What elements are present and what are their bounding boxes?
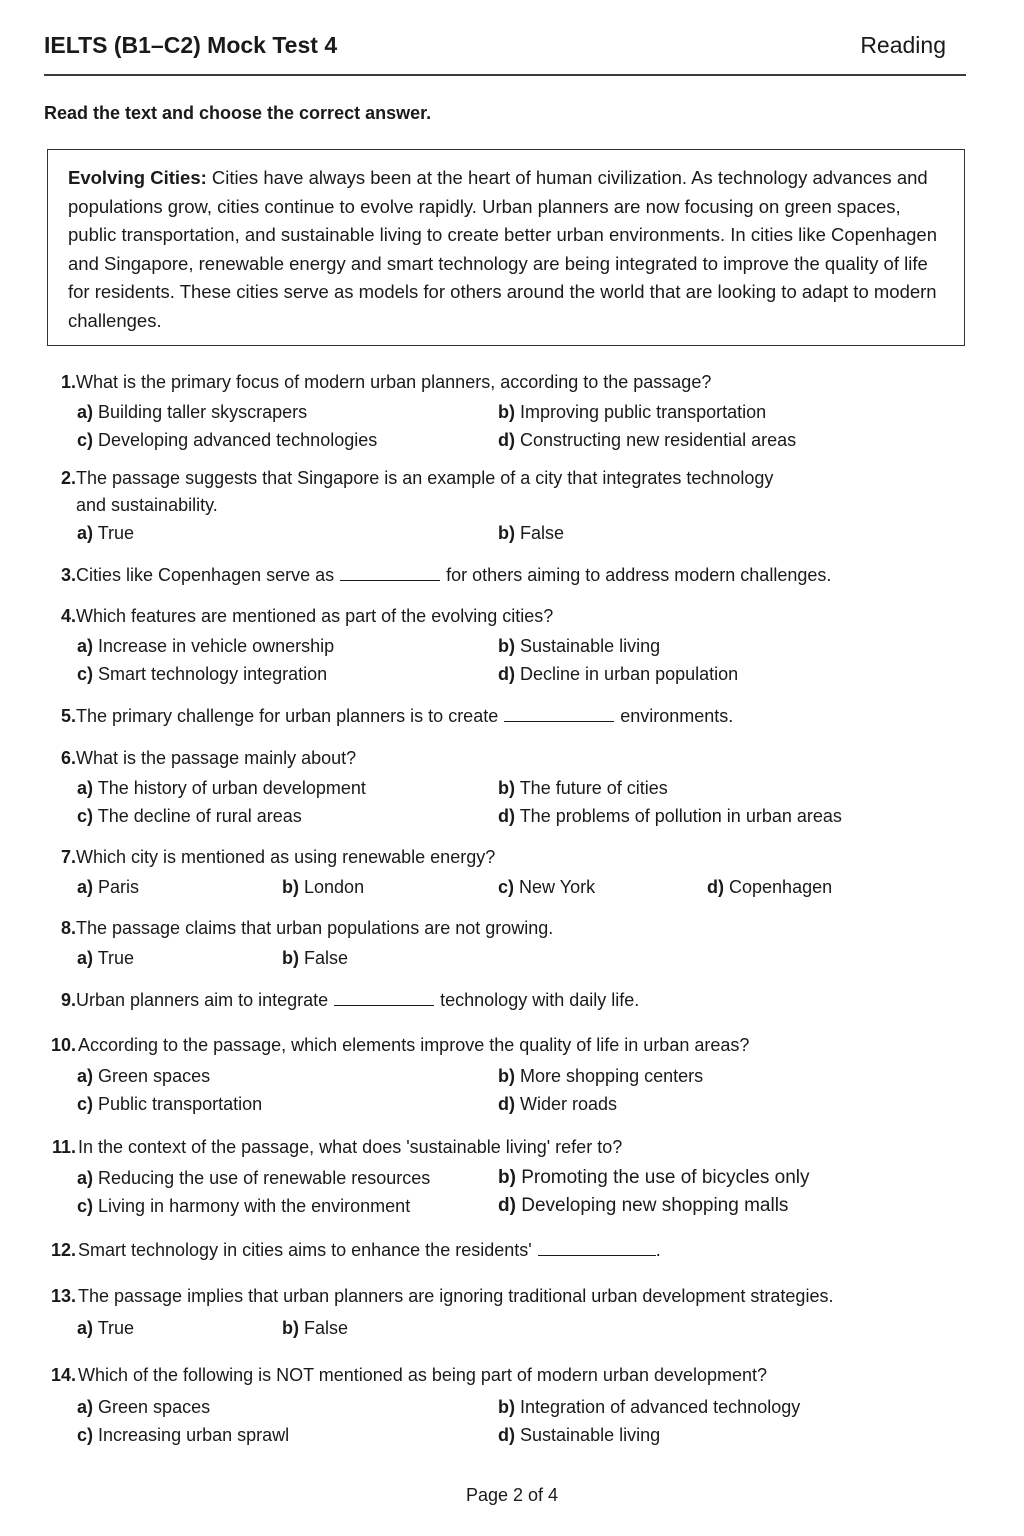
option-letter: a) bbox=[77, 402, 94, 422]
option-letter: c) bbox=[77, 1425, 94, 1445]
option-text: Integration of advanced technology bbox=[520, 1397, 801, 1417]
page-header bbox=[44, 28, 966, 76]
option-text: Increase in vehicle ownership bbox=[98, 636, 335, 656]
option-text: True bbox=[97, 948, 135, 968]
option-letter: b) bbox=[282, 948, 299, 968]
option-letter: a) bbox=[77, 1066, 94, 1086]
question-10 bbox=[44, 1032, 984, 1118]
option-text: False bbox=[304, 1318, 349, 1338]
option-text: Living in harmony with the environment bbox=[98, 1196, 411, 1216]
option-letter: d) bbox=[498, 1425, 515, 1445]
option-a[interactable] bbox=[77, 519, 134, 547]
question-7 bbox=[44, 844, 984, 901]
option-letter: d) bbox=[498, 1195, 516, 1216]
passage-text: Cities have always been at the heart of human civilization. As technology advances and populations grow, cities continue to evolve rapidly. Urban planners are now focusing on green spaces, public transportation, and sustainable living to create better urban environments. In cities like Copenhagen and Singapore, renewable energy and smart technology are being integrated to improve the quality of life for residents. These cities serve as models for others around the world that are looking to adapt to modern challenges. bbox=[68, 167, 937, 331]
question-number: 4. bbox=[60, 606, 76, 626]
option-text: Paris bbox=[98, 877, 140, 897]
option-text: False bbox=[304, 948, 349, 968]
option-d[interactable] bbox=[498, 802, 842, 830]
answer-blank[interactable] bbox=[538, 1240, 656, 1256]
document-title: IELTS (B1–C2) Mock Test 4 bbox=[44, 32, 338, 58]
option-b[interactable] bbox=[282, 944, 348, 972]
question-number: 5. bbox=[60, 706, 76, 726]
option-c[interactable] bbox=[77, 426, 377, 454]
question-number: 9. bbox=[60, 990, 76, 1010]
option-a[interactable] bbox=[77, 1314, 134, 1342]
option-letter: d) bbox=[498, 430, 515, 450]
question-4 bbox=[44, 603, 984, 688]
option-text: Developing new shopping malls bbox=[521, 1195, 789, 1216]
option-d[interactable] bbox=[498, 1421, 660, 1449]
option-text: The future of cities bbox=[519, 778, 668, 798]
option-b[interactable] bbox=[282, 873, 364, 901]
option-text: New York bbox=[519, 877, 596, 897]
option-text: Building taller skyscrapers bbox=[98, 402, 308, 422]
option-letter: b) bbox=[498, 778, 515, 798]
answer-blank[interactable] bbox=[334, 990, 434, 1006]
question-13 bbox=[44, 1283, 984, 1342]
question-number: 14. bbox=[50, 1365, 76, 1385]
question-text: Smart technology in cities aims to enhance the residents' bbox=[78, 1240, 532, 1260]
option-letter: c) bbox=[77, 664, 94, 684]
option-d[interactable] bbox=[498, 426, 796, 454]
option-d[interactable] bbox=[498, 1192, 788, 1220]
option-b[interactable] bbox=[282, 1314, 348, 1342]
option-c[interactable] bbox=[498, 873, 595, 901]
question-text: According to the passage, which elements improve the quality of life in urban areas? bbox=[78, 1035, 750, 1055]
passage-title: Evolving Cities: bbox=[68, 167, 207, 188]
question-text: The primary challenge for urban planners is to create bbox=[76, 706, 499, 726]
option-text: Smart technology integration bbox=[98, 664, 328, 684]
option-text: Public transportation bbox=[98, 1094, 263, 1114]
option-letter: a) bbox=[77, 877, 94, 897]
question-9 bbox=[44, 987, 984, 1014]
question-text: Urban planners aim to integrate bbox=[76, 990, 329, 1010]
option-text: More shopping centers bbox=[520, 1066, 704, 1086]
question-8 bbox=[44, 915, 984, 972]
question-5 bbox=[44, 703, 984, 730]
question-12 bbox=[44, 1237, 984, 1264]
question-number: 2. bbox=[60, 468, 76, 488]
option-letter: a) bbox=[77, 948, 94, 968]
question-2 bbox=[44, 465, 984, 547]
question-text: technology with daily life. bbox=[440, 990, 640, 1010]
option-b[interactable] bbox=[498, 519, 564, 547]
option-d[interactable] bbox=[498, 1090, 617, 1118]
question-number: 11. bbox=[51, 1137, 76, 1157]
option-text: True bbox=[97, 523, 135, 543]
question-number: 1. bbox=[60, 372, 76, 392]
section-label: Reading bbox=[860, 32, 946, 58]
option-letter: a) bbox=[77, 1318, 94, 1338]
option-b[interactable] bbox=[498, 1062, 703, 1090]
option-text: The decline of rural areas bbox=[97, 806, 302, 826]
question-text: for others aiming to address modern challenges. bbox=[446, 565, 832, 585]
option-letter: c) bbox=[77, 1094, 94, 1114]
option-letter: b) bbox=[498, 1066, 515, 1086]
reading-passage bbox=[47, 149, 965, 346]
option-letter: b) bbox=[498, 636, 515, 656]
question-number: 6. bbox=[60, 748, 76, 768]
question-text: Which features are mentioned as part of the evolving cities? bbox=[76, 606, 554, 626]
question-text: environments. bbox=[620, 706, 734, 726]
option-text: The problems of pollution in urban areas bbox=[519, 806, 842, 826]
option-letter: c) bbox=[498, 877, 515, 897]
option-text: Green spaces bbox=[98, 1397, 211, 1417]
option-b[interactable] bbox=[498, 1164, 810, 1192]
question-text: Which of the following is NOT mentioned as being part of modern urban development? bbox=[78, 1365, 768, 1385]
question-text: Which city is mentioned as using renewable energy? bbox=[76, 847, 496, 867]
question-number: 8. bbox=[60, 918, 76, 938]
option-a[interactable] bbox=[77, 873, 139, 901]
option-a[interactable] bbox=[77, 774, 366, 802]
answer-blank[interactable] bbox=[340, 565, 440, 581]
option-letter: c) bbox=[77, 430, 94, 450]
option-text: The history of urban development bbox=[97, 778, 366, 798]
option-letter: b) bbox=[498, 1167, 516, 1188]
question-11 bbox=[44, 1134, 984, 1220]
question-text: What is the passage mainly about? bbox=[76, 748, 357, 768]
answer-blank[interactable] bbox=[504, 706, 614, 722]
option-letter: b) bbox=[498, 402, 515, 422]
page-number: Page 2 of 4 bbox=[465, 1485, 559, 1505]
option-b[interactable] bbox=[498, 398, 766, 426]
option-text: True bbox=[97, 1318, 135, 1338]
option-a[interactable] bbox=[77, 398, 307, 426]
option-letter: d) bbox=[498, 664, 515, 684]
option-d[interactable] bbox=[498, 660, 738, 688]
question-text: What is the primary focus of modern urban planners, according to the passage? bbox=[76, 372, 712, 392]
option-letter: a) bbox=[77, 1168, 94, 1188]
question-text: In the context of the passage, what does 'sustainable living' refer to? bbox=[78, 1137, 623, 1157]
option-text: Developing advanced technologies bbox=[98, 430, 378, 450]
question-text: The passage suggests that Singapore is an example of a city that integrates technology bbox=[76, 468, 774, 488]
option-c[interactable] bbox=[77, 1192, 410, 1220]
option-letter: a) bbox=[77, 778, 94, 798]
option-c[interactable] bbox=[77, 1090, 262, 1118]
option-text: Green spaces bbox=[98, 1066, 211, 1086]
option-text: Decline in urban population bbox=[520, 664, 739, 684]
question-number: 3. bbox=[60, 565, 76, 585]
option-letter: b) bbox=[282, 1318, 299, 1338]
question-text: . bbox=[655, 1240, 661, 1260]
option-a[interactable] bbox=[77, 944, 134, 972]
question-6 bbox=[44, 745, 984, 830]
option-d[interactable] bbox=[707, 873, 832, 901]
question-number: 10. bbox=[50, 1035, 76, 1055]
option-text: Increasing urban sprawl bbox=[98, 1425, 290, 1445]
option-text: Promoting the use of bicycles only bbox=[521, 1167, 810, 1188]
option-b[interactable] bbox=[498, 632, 660, 660]
option-text: Wider roads bbox=[520, 1094, 618, 1114]
question-text-continued: and sustainability. bbox=[76, 495, 218, 515]
option-c[interactable] bbox=[77, 1421, 289, 1449]
option-letter: a) bbox=[77, 636, 94, 656]
question-1 bbox=[44, 369, 984, 454]
option-a[interactable] bbox=[77, 1062, 210, 1090]
option-letter: b) bbox=[282, 877, 299, 897]
option-text: False bbox=[520, 523, 565, 543]
instruction: Read the text and choose the correct answer. bbox=[44, 103, 432, 123]
question-3 bbox=[44, 562, 984, 589]
question-number: 13. bbox=[50, 1286, 76, 1306]
option-text: Sustainable living bbox=[520, 1425, 661, 1445]
option-c[interactable] bbox=[77, 660, 327, 688]
option-text: Reducing the use of renewable resources bbox=[98, 1168, 431, 1188]
question-text: Cities like Copenhagen serve as bbox=[76, 565, 335, 585]
option-text: Copenhagen bbox=[729, 877, 833, 897]
option-a[interactable] bbox=[77, 632, 334, 660]
option-b[interactable] bbox=[498, 774, 668, 802]
option-text: Improving public transportation bbox=[520, 402, 767, 422]
option-letter: c) bbox=[77, 1196, 94, 1216]
option-text: London bbox=[304, 877, 365, 897]
option-letter: b) bbox=[498, 1397, 515, 1417]
option-a[interactable] bbox=[77, 1393, 210, 1421]
question-text: The passage claims that urban populations are not growing. bbox=[76, 918, 554, 938]
option-letter: d) bbox=[498, 806, 515, 826]
option-a[interactable] bbox=[77, 1164, 430, 1192]
question-number: 7. bbox=[60, 847, 76, 867]
option-text: Constructing new residential areas bbox=[520, 430, 797, 450]
option-text: Sustainable living bbox=[520, 636, 661, 656]
option-letter: b) bbox=[498, 523, 515, 543]
option-b[interactable] bbox=[498, 1393, 800, 1421]
option-letter: a) bbox=[77, 523, 94, 543]
option-letter: d) bbox=[707, 877, 724, 897]
option-letter: c) bbox=[77, 806, 94, 826]
option-letter: a) bbox=[77, 1397, 94, 1417]
question-14 bbox=[44, 1362, 984, 1449]
option-letter: d) bbox=[498, 1094, 515, 1114]
question-number: 12. bbox=[50, 1240, 76, 1260]
question-text: The passage implies that urban planners are ignoring traditional urban development strategies. bbox=[78, 1286, 834, 1306]
option-c[interactable] bbox=[77, 802, 302, 830]
